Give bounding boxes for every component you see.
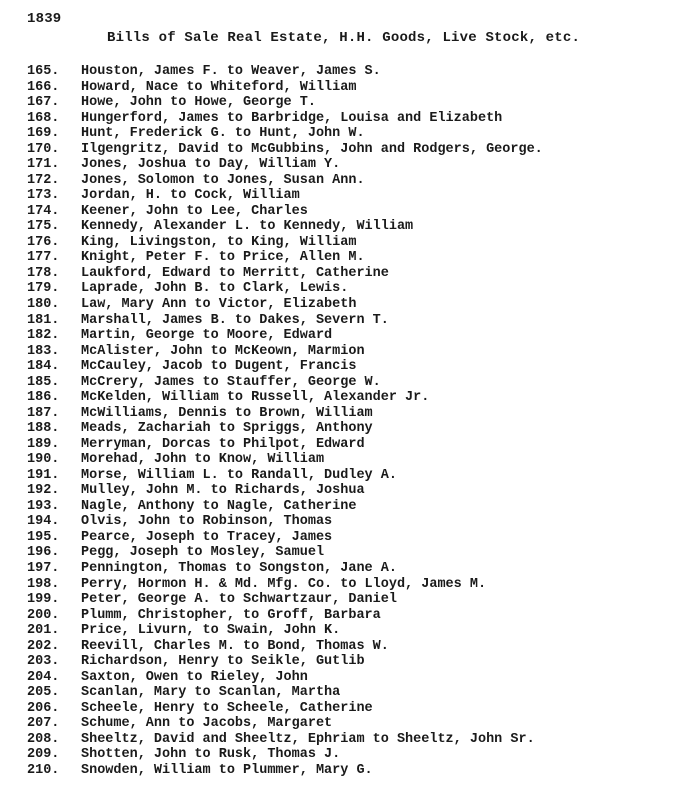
entry-text: Saxton, Owen to Rieley, John xyxy=(81,669,308,685)
entry-number: 178. xyxy=(27,265,60,281)
entry-text: McWilliams, Dennis to Brown, William xyxy=(81,405,373,421)
list-item xyxy=(27,639,687,655)
entry-number: 166. xyxy=(27,79,60,95)
list-item xyxy=(27,313,687,329)
entry-number: 182. xyxy=(27,328,60,344)
list-item xyxy=(27,297,687,313)
entry-number: 191. xyxy=(27,467,60,483)
entry-text: McCauley, Jacob to Dugent, Francis xyxy=(81,359,357,375)
entry-number: 206. xyxy=(27,700,60,716)
entry-number: 207. xyxy=(27,716,60,732)
entry-text: Meads, Zachariah to Spriggs, Anthony xyxy=(81,421,373,437)
list-item xyxy=(27,685,687,701)
entry-text: Law, Mary Ann to Victor, Elizabeth xyxy=(81,296,357,312)
entry-text: King, Livingston, to King, William xyxy=(81,234,357,250)
list-item xyxy=(27,80,687,96)
entry-text: Pennington, Thomas to Songston, Jane A. xyxy=(81,561,397,576)
entry-text: Martin, George to Moore, Edward xyxy=(81,328,333,344)
entry-number: 192. xyxy=(27,483,60,499)
entry-number: 200. xyxy=(27,607,60,623)
list-item xyxy=(27,437,687,453)
list-item xyxy=(27,577,687,593)
entry-text: Scheele, Henry to Scheele, Catherine xyxy=(81,700,373,716)
entry-number: 188. xyxy=(27,421,60,437)
entry-text: Morse, William L. to Randall, Dudley A. xyxy=(81,467,397,483)
entry-text: Laprade, John B. to Clark, Lewis. xyxy=(81,281,349,297)
list-item xyxy=(27,250,687,266)
entry-number: 209. xyxy=(27,747,60,763)
document-title: Bills of Sale Real Estate, H.H. Goods, Live Stock, etc. xyxy=(107,30,581,46)
list-item xyxy=(27,701,687,717)
entry-number: 203. xyxy=(27,654,60,670)
entry-number: 198. xyxy=(27,576,60,592)
entry-number: 181. xyxy=(27,312,60,328)
list-item xyxy=(27,608,687,624)
entry-text: Hunt, Frederick G. to Hunt, John W. xyxy=(81,126,365,142)
entry-text: Peter, George A. to Schwartzaur, Daniel xyxy=(81,592,397,608)
entry-text: Pearce, Joseph to Tracey, James xyxy=(81,529,333,545)
entry-number: 179. xyxy=(27,281,60,297)
entry-text: Plumm, Christopher, to Groff, Barbara xyxy=(81,607,381,623)
list-item xyxy=(27,421,687,437)
entry-text: Howe, John to Howe, George T. xyxy=(81,95,316,111)
entry-text: Schume, Ann to Jacobs, Margaret xyxy=(81,716,333,732)
list-item xyxy=(27,266,687,282)
list-item xyxy=(27,623,687,639)
entry-list xyxy=(27,64,687,778)
entry-number: 202. xyxy=(27,638,60,654)
entry-text: Knight, Peter F. to Price, Allen M. xyxy=(81,250,365,266)
entry-number: 197. xyxy=(27,561,60,576)
entry-text: Jordan, H. to Cock, William xyxy=(81,188,300,204)
entry-number: 174. xyxy=(27,203,60,219)
list-item xyxy=(27,281,687,297)
list-item xyxy=(27,111,687,127)
list-item xyxy=(27,219,687,235)
entry-number: 177. xyxy=(27,250,60,266)
entry-text: Jones, Solomon to Jones, Susan Ann. xyxy=(81,172,365,188)
entry-text: Houston, James F. to Weaver, James S. xyxy=(81,64,381,79)
entry-number: 185. xyxy=(27,374,60,390)
list-item xyxy=(27,514,687,530)
entry-number: 167. xyxy=(27,95,60,111)
list-item xyxy=(27,328,687,344)
entry-number: 170. xyxy=(27,141,60,157)
entry-number: 168. xyxy=(27,110,60,126)
entry-text: Kennedy, Alexander L. to Kennedy, William xyxy=(81,219,414,235)
entry-text: Nagle, Anthony to Nagle, Catherine xyxy=(81,498,357,514)
entry-number: 172. xyxy=(27,172,60,188)
list-item xyxy=(27,747,687,763)
entry-text: Olvis, John to Robinson, Thomas xyxy=(81,514,333,530)
entry-text: Perry, Hormon H. & Md. Mfg. Co. to Lloyd, James M. xyxy=(81,576,487,592)
entry-number: 199. xyxy=(27,592,60,608)
entry-text: Hungerford, James to Barbridge, Louisa and Elizabeth xyxy=(81,110,503,126)
entry-text: Merryman, Dorcas to Philpot, Edward xyxy=(81,436,365,452)
list-item xyxy=(27,545,687,561)
entry-number: 175. xyxy=(27,219,60,235)
entry-text: Jones, Joshua to Day, William Y. xyxy=(81,157,341,173)
entry-text: Shotten, John to Rusk, Thomas J. xyxy=(81,747,341,763)
entry-number: 196. xyxy=(27,545,60,561)
entry-number: 189. xyxy=(27,436,60,452)
list-item xyxy=(27,235,687,251)
entry-number: 165. xyxy=(27,64,60,79)
entry-number: 205. xyxy=(27,685,60,701)
entry-text: Howard, Nace to Whiteford, William xyxy=(81,79,357,95)
list-item xyxy=(27,468,687,484)
entry-text: Pegg, Joseph to Mosley, Samuel xyxy=(81,545,325,561)
list-item xyxy=(27,157,687,173)
entry-number: 171. xyxy=(27,157,60,173)
list-item xyxy=(27,670,687,686)
entry-text: Morehad, John to Know, William xyxy=(81,452,325,468)
entry-text: Reevill, Charles M. to Bond, Thomas W. xyxy=(81,638,389,654)
list-item xyxy=(27,173,687,189)
list-item xyxy=(27,716,687,732)
list-item xyxy=(27,406,687,422)
entry-text: McAlister, John to McKeown, Marmion xyxy=(81,343,365,359)
list-item xyxy=(27,390,687,406)
list-item xyxy=(27,561,687,577)
list-item xyxy=(27,64,687,80)
list-item xyxy=(27,142,687,158)
entry-text: Keener, John to Lee, Charles xyxy=(81,203,308,219)
entry-number: 201. xyxy=(27,623,60,639)
entry-text: Sheeltz, David and Sheeltz, Ephriam to Sheeltz, John Sr. xyxy=(81,731,535,747)
year-heading: 1839 xyxy=(27,11,62,27)
list-item xyxy=(27,344,687,360)
list-item xyxy=(27,483,687,499)
list-item xyxy=(27,452,687,468)
entry-number: 195. xyxy=(27,529,60,545)
entry-text: Laukford, Edward to Merritt, Catherine xyxy=(81,265,389,281)
list-item xyxy=(27,188,687,204)
entry-number: 169. xyxy=(27,126,60,142)
entry-number: 173. xyxy=(27,188,60,204)
entry-text: Scanlan, Mary to Scanlan, Martha xyxy=(81,685,341,701)
list-item xyxy=(27,592,687,608)
entry-number: 187. xyxy=(27,405,60,421)
entry-text: McCrery, James to Stauffer, George W. xyxy=(81,374,381,390)
entry-number: 176. xyxy=(27,234,60,250)
entry-number: 210. xyxy=(27,762,60,778)
entry-text: McKelden, William to Russell, Alexander Jr. xyxy=(81,390,430,406)
entry-number: 184. xyxy=(27,359,60,375)
list-item xyxy=(27,95,687,111)
entry-number: 204. xyxy=(27,669,60,685)
list-item xyxy=(27,126,687,142)
entry-text: Marshall, James B. to Dakes, Severn T. xyxy=(81,312,389,328)
entry-text: Snowden, William to Plummer, Mary G. xyxy=(81,762,373,778)
list-item xyxy=(27,204,687,220)
list-item xyxy=(27,530,687,546)
list-item xyxy=(27,375,687,391)
entry-number: 183. xyxy=(27,343,60,359)
entry-number: 190. xyxy=(27,452,60,468)
entry-number: 180. xyxy=(27,296,60,312)
entry-text: Mulley, John M. to Richards, Joshua xyxy=(81,483,365,499)
entry-text: Richardson, Henry to Seikle, Gutlib xyxy=(81,654,365,670)
list-item xyxy=(27,359,687,375)
list-item xyxy=(27,763,687,779)
entry-number: 194. xyxy=(27,514,60,530)
entry-number: 208. xyxy=(27,731,60,747)
entry-text: Price, Livurn, to Swain, John K. xyxy=(81,623,341,639)
list-item xyxy=(27,499,687,515)
entry-number: 186. xyxy=(27,390,60,406)
list-item xyxy=(27,654,687,670)
entry-number: 193. xyxy=(27,498,60,514)
entry-text: Ilgengritz, David to McGubbins, John and Rodgers, George. xyxy=(81,141,543,157)
list-item xyxy=(27,732,687,748)
